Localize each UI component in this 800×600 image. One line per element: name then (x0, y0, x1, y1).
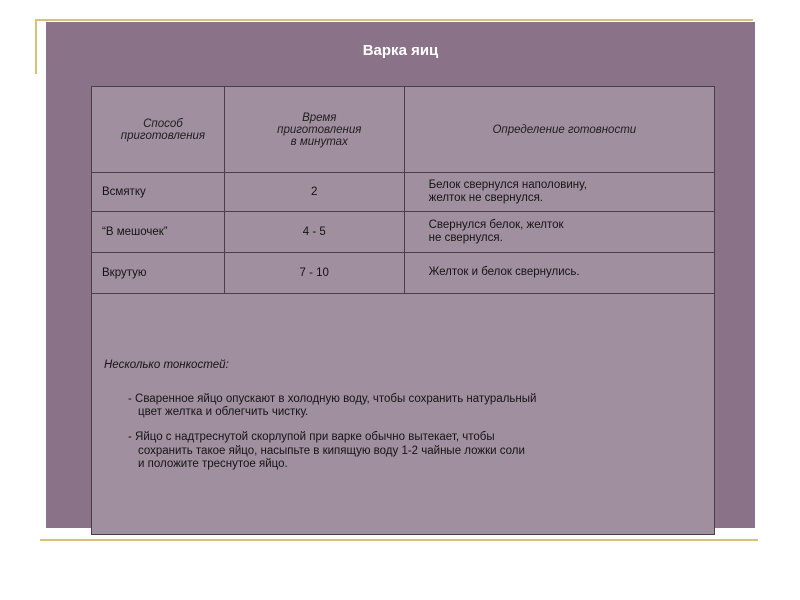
table-row (92, 253, 715, 294)
notes-title: Несколько тонкостей: (104, 358, 229, 371)
header-readiness: Определение готовности (404, 87, 714, 173)
note-item: - Сваренное яйцо опускают в холодную воду, чтобы сохранить натуральный цвет желтка и облегчить чистку. (128, 392, 537, 419)
notes-cell (92, 294, 715, 535)
readiness-cell: Свернулся белок, желток не свернулся. (404, 212, 714, 253)
table-header-row (92, 87, 715, 173)
note-item: - Яйцо с надтреснутой скорлупой при варке обычно вытекает, чтобы сохранить такое яйцо, насыпьте в кипящую воду 1-2 чайные ложки соли и положите треснутое яйцо. (128, 431, 525, 470)
cooking-table (91, 86, 715, 535)
header-method: Способ приготовления (92, 87, 225, 173)
method-cell: “В мешочек” (92, 212, 225, 253)
readiness-cell: Желток и белок свернулись. (404, 253, 714, 294)
page-title: Варка яиц (362, 42, 439, 59)
time-cell: 7 - 10 (224, 253, 404, 294)
table-row (92, 212, 715, 253)
method-cell: Вкрутую (92, 253, 225, 294)
time-cell: 4 - 5 (224, 212, 404, 253)
decorative-bottom-line (40, 539, 758, 541)
decorative-left-line (35, 19, 37, 74)
notes-row (92, 294, 715, 535)
method-cell: Всмятку (92, 173, 225, 212)
header-time: Время приготовления в минутах (224, 87, 404, 173)
table-row (92, 173, 715, 212)
decorative-top-line (35, 19, 753, 21)
time-cell: 2 (224, 173, 404, 212)
readiness-cell: Белок свернулся наполовину, желток не свернулся. (404, 173, 714, 212)
content-panel (46, 22, 755, 528)
